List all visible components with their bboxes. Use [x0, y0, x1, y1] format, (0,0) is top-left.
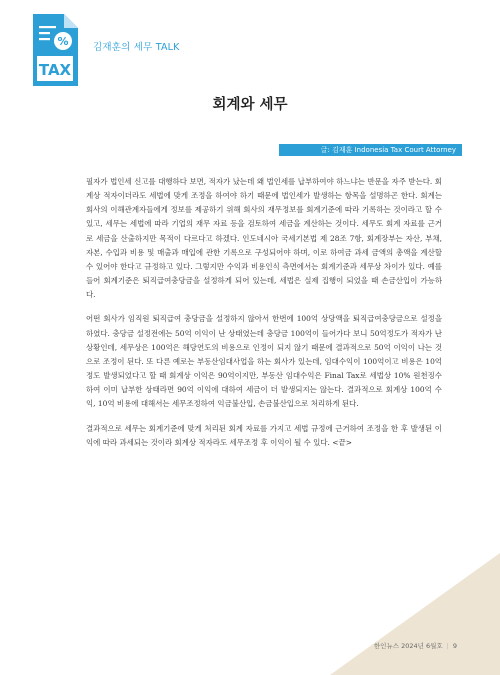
logo-text: TAX: [38, 61, 72, 79]
paragraph: 어떤 회사가 임직원 퇴직급여 충당금을 설정하지 않아서 한번에 100억 상당액을 퇴직급여충당금으로 설정을 하였다. 충당금 설정전에는 50억 이익이 난 상태였는데 충당금 100억이 들어가다 보니 50억정도가 적자가 난 상황인데, 세무상은 100억은 해당연도의 비용으로 인정이 되지 않기 때문에 결과적으로 50억 이익이 나는 것으로 조정이 된다. 또 다른 예로는 부동산임대사업을 하는 회사가 있는데, 임대수익이 100억이고 비용은 10억정도 발생되었다고 할 때 회계상 이익은 90억이지만, 부동산 임대수익은 Final Tax로 세법상 10% 원천징수하여 이미 납부한 상태라면 90억 이익에 대하여 세금이 더 발생되지는 않는다. 결과적으로 회계상 100억 수익, 10억 비용에 대해서는 세무조정하여 익금불산입, 손금불산입으로 처리하게 된다.: [86, 314, 442, 409]
article-title: 회계와 세무: [212, 97, 288, 113]
publication-label: 한인뉴스 2024년 6월호: [373, 642, 443, 650]
page-number: 9: [452, 642, 457, 650]
svg-text:%: %: [57, 35, 69, 48]
paragraph: 필자가 법인세 신고를 대행하다 보면, 적자가 났는데 왜 법인세를 납부하여야 하느냐는 반문을 자주 받는다. 회계상 적자이더라도 세법에 맞게 조정을 하여야 하기 때문에 법인세가 발생하는 항목을 설명하곤 한다. 회계는 회사의 이해관계자들에게 정보를 제공하기 위해 회사의 재무정보를 회계기준에 따라 기록하는 것이라고 할 수 있고, 세무는 세법에 따라 기업의 재무 자료 등을 검토하여 세금을 계산하는 것이다. 세무도 회계 자료를 근거로 세금을 산출하지만 목적이 다르다고 하겠다. 인도네시아 국세기본법 제 28조 7항, 회계장부는 자산, 부채, 자본, 수입과 비용 및 매출과 매입에 관한 기록으로 구성되어야 하며, 이로 하여금 과세 금액의 총액을 계산할 수 있어야 한다고 규정하고 있다. 그렇지만 수익과 비용인식 측면에서는 회계기준과 세무상 차이가 있다. 예를 들어 회계기준은 퇴직급여충당금을 설정하게 되어 있는데, 세법은 실제 집행이 되었을 때 손금산입이 가능하다.: [86, 177, 442, 300]
footer-separator: |: [446, 642, 449, 650]
article-body: [86, 175, 442, 460]
author-byline: 글: 김재훈 Indonesia Tax Court Attorney: [320, 146, 456, 154]
page-footer: [374, 641, 457, 650]
tax-document-logo-icon: [30, 14, 80, 88]
series-label: 김재훈의 세무 TALK: [93, 42, 180, 53]
corner-decoration: [0, 535, 500, 675]
paragraph: 결과적으로 세무는 회계기준에 맞게 처리된 회계 자료를 가지고 세법 규정에 근거하여 조정을 한 후 발생된 이익에 따라 과세되는 것이라 회계상 적자라도 세무조정 후 이익이 될 수 있다. <끝>: [86, 423, 442, 447]
